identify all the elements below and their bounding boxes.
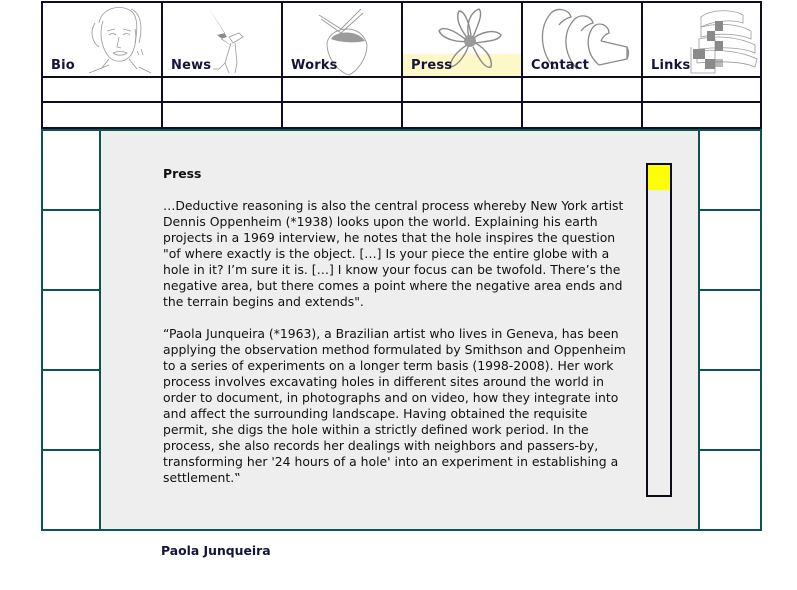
nav-spacer-cell — [641, 76, 762, 103]
nav-spacer-cell — [161, 76, 283, 103]
nav-label-press: Press — [411, 58, 453, 73]
nav-label-links: Links — [651, 58, 691, 73]
nav-label-contact: Contact — [531, 58, 590, 73]
right-side-cell — [698, 289, 762, 371]
nav-spacer-cell — [401, 76, 523, 103]
left-side-cell — [41, 449, 101, 531]
nav-label-news: News — [171, 58, 212, 73]
nav-spacer-cell — [161, 101, 283, 129]
press-paragraph: …Deductive reasoning is also the central process whereby New York artist Dennis Oppenheim (*1938) looks upon the world. Explaining his earth projects in a 1969 interview, he notes that the hole inspires the question "of where exactly is the object. […] Is your piece the entire globe with a hole in it? I’m sure it is. […] I know your focus can be twofold. There’s the negative area, but there comes a point where the negative area ends and the terrain begins and extends". — [163, 198, 624, 309]
nav-item-works[interactable] — [281, 1, 403, 78]
nav-spacer-cell — [281, 101, 403, 129]
nav-item-contact[interactable] — [521, 1, 643, 78]
right-side-cell — [698, 209, 762, 291]
left-side-cell — [41, 209, 101, 291]
nav-item-bio[interactable] — [41, 1, 163, 78]
nav-spacer-cell — [41, 101, 163, 129]
scrollbar-thumb[interactable] — [648, 165, 670, 190]
footer-artist-name: Paola Junqueira — [161, 543, 271, 558]
scrollbar-track[interactable] — [646, 163, 672, 497]
left-side-cell — [41, 289, 101, 371]
press-paragraph: “Paola Junqueira (*1963), a Brazilian artist who lives in Geneva, has been applying the observation method formulated by Smithson and Oppenheim to a series of experiments on a longer term basis (1998-2008). Her work process involves excavating holes in different sites around the world in order to document, in photographs and on video, how they integrate into and affect the surrounding landscape. Having obtained the requisite permit, she digs the hole within a strictly defined work period. In the process, she also records her dealings with neighbors and passers-by, transforming her '24 hours of a hole' into an experiment in establishing a settlement.‟ — [163, 326, 626, 485]
nav-spacer-cell — [281, 76, 403, 103]
nav-label-bio: Bio — [51, 58, 75, 73]
content-frame — [41, 129, 763, 531]
nav-spacer-cell — [41, 76, 163, 103]
left-side-cell — [41, 369, 101, 451]
nav-spacer-cell — [641, 101, 762, 129]
nav-spacer-cell — [521, 101, 643, 129]
right-side-cell — [698, 449, 762, 531]
lightning-figure-icon — [203, 3, 263, 78]
left-side-cell — [41, 129, 101, 211]
portrait-sketch-icon — [79, 3, 159, 78]
nav-item-news[interactable] — [161, 1, 283, 78]
nav-label-works: Works — [291, 58, 338, 73]
press-text — [163, 166, 635, 502]
nav-item-press[interactable] — [401, 1, 523, 78]
press-content-panel — [99, 129, 700, 531]
nav-item-links[interactable] — [641, 1, 762, 78]
top-navigation — [41, 1, 762, 129]
right-side-cell — [698, 369, 762, 451]
nav-spacer-cell — [521, 76, 643, 103]
right-side-cell — [698, 129, 762, 211]
page-title: Press — [163, 166, 202, 181]
nav-spacer-cell — [401, 101, 523, 129]
